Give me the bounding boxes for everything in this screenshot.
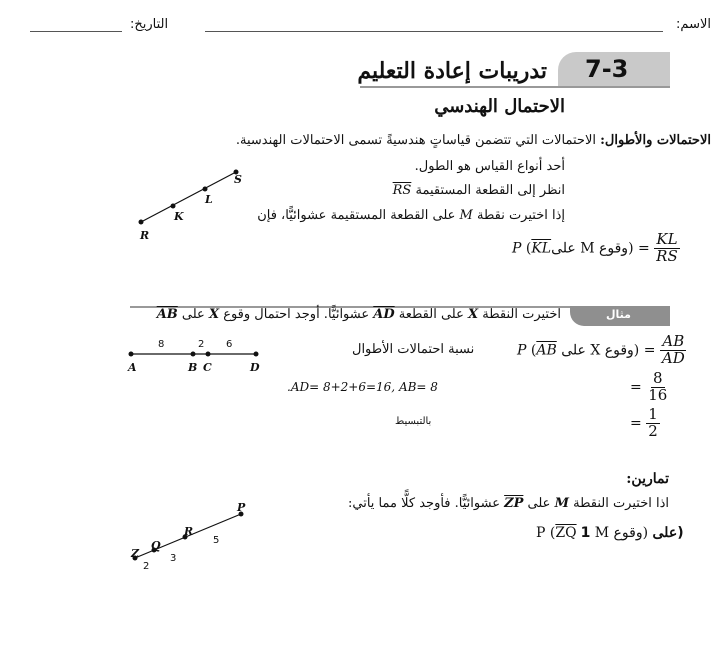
name-label: الاسم: [676,17,711,32]
length-ZQ: 2 [143,561,150,572]
intro-line3-post: على القطعة المستقيمة عشوائيًّا، فإن [257,208,456,223]
lesson-subtitle: الاحتمال الهندسي [434,96,565,117]
length-QR: 3 [170,553,177,564]
example-formula-text: (وقوع X على [561,342,640,359]
intro-line1: أحد أنواع القياس هو الطول. [414,159,565,174]
lesson-title: تدريبات إعادة التعليم [357,58,547,84]
step3-num: 1 [648,405,658,423]
length-BC: 2 [198,339,205,350]
q1-seg-ZQ: $\overline{ZQ}$ [555,525,577,541]
q1-text: (وقوع M [594,525,649,541]
example-problem [157,307,561,322]
label-R: R [140,229,150,242]
label-B: B [188,361,198,374]
point-C-dot [206,352,211,357]
point-M: M [459,208,473,223]
example-frac-num: AB [662,332,685,350]
simplify-label: بالتبسيط [395,416,432,427]
intro-frac-den: RS [656,246,678,265]
intro-fraction [654,232,680,265]
point-A-dot [129,352,134,357]
point-K-dot [171,204,176,209]
example-step2: = $\frac{8}{16}$ [630,369,668,404]
exercises-heading: تمارين: [626,471,669,487]
example-formula-P: P [517,342,527,359]
instr-post: عشوائيًّا. فأوجد كلًّا مما يأتي: [348,496,500,511]
example-frac-den: AD [661,348,685,367]
example-formula-seg: $\overline{AB}$ [536,342,557,359]
intro-line2-text: انظر إلى القطعة المستقيمة [415,183,565,198]
length-CD: 6 [226,339,233,350]
name-line[interactable] [205,31,663,32]
label-R2: R [184,525,194,538]
label-S: S [234,173,242,186]
example-on: على القطعة [398,307,464,322]
step2-fraction [646,371,669,404]
example-calc: .AD= 8+2+6=16, AB= 8 [287,380,438,394]
instr-on: على [527,496,551,511]
point-L-dot [203,187,208,192]
formula-P: P [512,240,522,257]
formula-on: على [551,240,576,257]
example-step3: = $\frac{1}{2}$ [630,405,658,440]
intro-line3 [257,208,565,223]
q1-number: 1) [580,525,684,541]
label-A: A [128,361,137,374]
label-Q: Q [151,539,161,552]
intro-line3-pre: إذا اختيرت نقطة [476,208,565,223]
label-C: C [203,361,212,374]
exercises-instruction [348,496,669,511]
step2-num: 8 [652,369,663,387]
step3-den: 2 [648,421,658,440]
question-1[interactable]: P ($\overline{ZQ}$ على (وقوع M 1) [536,525,684,541]
example-X: X [468,307,479,322]
formula-seg-KL: $\overline{KL}$ [531,240,552,257]
intro-definition-text: الاحتمالات التي تتضمن قياساتٍ هندسيةً تسمى الاحتمالات الهندسية. [235,133,596,148]
point-D-dot [254,352,259,357]
lesson-number: 7-3 [585,55,629,83]
point-B-dot [191,352,196,357]
q1-on: على [652,525,678,541]
intro-definition [236,133,711,148]
length-AB: 8 [158,339,165,350]
step3-fraction [646,407,660,440]
segment-RS-line [141,172,236,222]
intro-term: الاحتمالات والأطوال: [600,133,711,148]
point-R-dot [139,220,144,225]
example-seg-AB: AB [156,307,178,322]
step2-den: 16 [648,385,668,404]
q1-P: P [536,525,546,541]
label-P: P [237,501,246,514]
example-badge-label: مثال [606,308,631,321]
example-mid: عشوائيًّا. أوجد احتمال وقوع [223,307,370,322]
label-K: K [174,210,184,223]
label-L: L [205,193,213,206]
instr-pre: اذا اختيرت النقطة [573,496,669,511]
segment-RS: RS [392,183,412,198]
instr-seg-ZP: ZP [504,496,524,511]
formula-event: (وقوع M [580,240,634,257]
ratio-label: نسبة احتمالات الأطوال [352,342,475,357]
example-fraction [660,334,687,367]
intro-formula: P ($\overline{KL}على$ (وقوع M = $\frac{KL}{RS}$ [512,230,678,265]
intro-frac-num: KL [656,230,678,248]
example-formula: P ($\overline{AB}$ (وقوع X على = $\frac{AB}{AD}$ [517,332,685,367]
intro-line2 [393,183,565,198]
length-RP: 5 [213,535,220,546]
label-Z: Z [131,547,140,560]
date-line[interactable] [30,31,122,32]
example-pre: اختيرت النقطة [482,307,561,322]
label-D: D [250,361,260,374]
example-on2: على [181,307,205,322]
example-X2: X [208,307,220,322]
instr-M: M [554,496,569,511]
example-seg-AD: AD [373,307,395,322]
date-label: التاريخ: [130,17,169,32]
banner-rule [360,86,670,88]
